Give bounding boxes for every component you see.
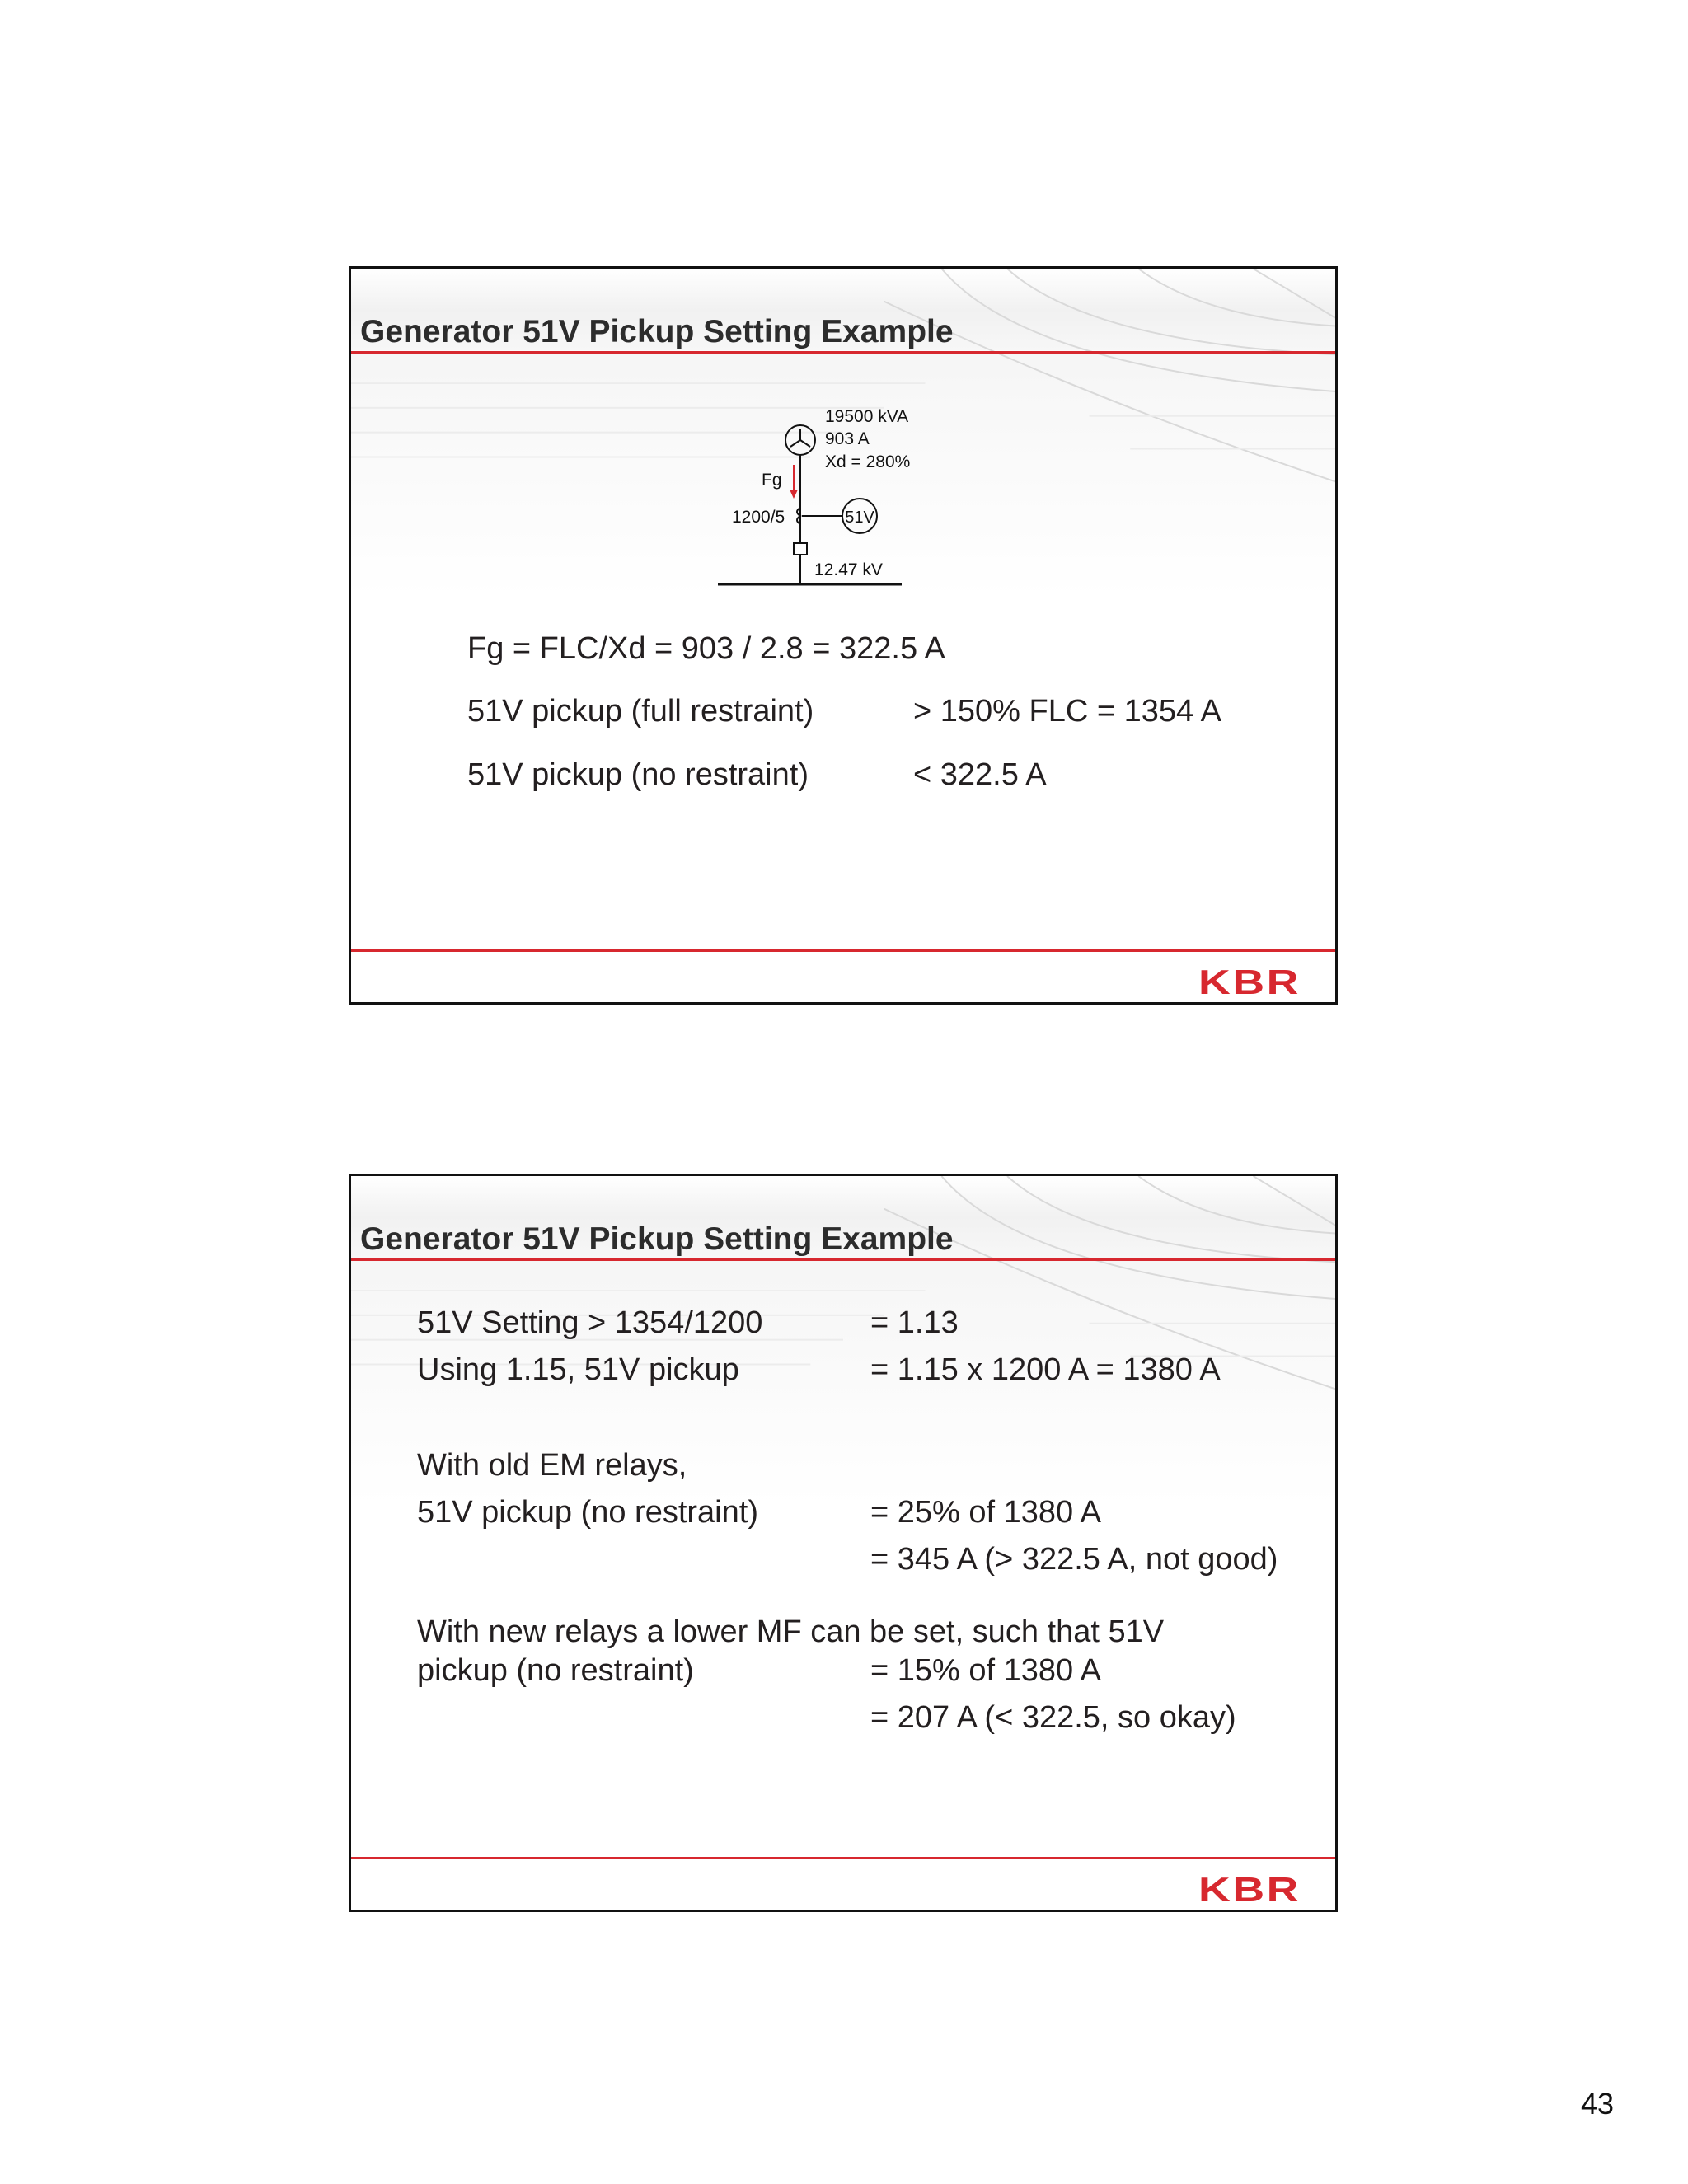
ct-ratio-label: 1200/5 xyxy=(732,508,785,527)
title-divider xyxy=(351,1258,1335,1261)
svg-text:KBR: KBR xyxy=(1198,965,1301,998)
fault-current-equation: Fg = FLC/Xd = 903 / 2.8 = 322.5 A xyxy=(467,631,945,666)
no-restraint-value: < 322.5 A xyxy=(913,757,1047,792)
old-no-restraint-value: = 25% of 1380 A xyxy=(870,1495,1101,1530)
fault-current-label: Fg xyxy=(762,471,782,490)
new-relays-text: With new relays a lower MF can be set, such that 51V xyxy=(417,1615,1165,1649)
slide-title: Generator 51V Pickup Setting Example xyxy=(360,314,954,349)
page-number: 43 xyxy=(1581,2087,1615,2121)
slide-title: Generator 51V Pickup Setting Example xyxy=(360,1221,954,1257)
relay-51v-label: 51V xyxy=(845,509,874,527)
breaker-symbol xyxy=(794,543,807,555)
no-restraint-label: 51V pickup (no restraint) xyxy=(467,757,809,792)
using-value: = 1.15 x 1200 A = 1380 A xyxy=(870,1352,1221,1387)
old-result-value: = 345 A (> 322.5 A, not good) xyxy=(870,1542,1278,1577)
setting-value: = 1.13 xyxy=(870,1305,959,1340)
footer-divider xyxy=(351,949,1335,952)
full-restraint-label: 51V pickup (full restraint) xyxy=(467,694,814,729)
fault-current-arrow xyxy=(790,465,798,499)
setting-label: 51V Setting > 1354/1200 xyxy=(417,1305,763,1340)
svg-text:KBR: KBR xyxy=(1198,1872,1301,1905)
full-restraint-value: > 150% FLC = 1354 A xyxy=(913,694,1221,729)
old-relays-heading: With old EM relays, xyxy=(417,1448,687,1483)
old-no-restraint-label: 51V pickup (no restraint) xyxy=(417,1495,758,1530)
generator-amps-label: 903 A xyxy=(825,429,870,448)
generator-xd-label: Xd = 280% xyxy=(825,452,911,471)
generator-kva-label: 19500 kVA xyxy=(825,407,909,426)
bus-voltage-label: 12.47 kV xyxy=(814,560,883,579)
new-result-value: = 207 A (< 322.5, so okay) xyxy=(870,1700,1236,1735)
new-no-restraint-value: = 15% of 1380 A xyxy=(870,1653,1101,1688)
slide-1 xyxy=(349,266,1338,1005)
kbr-logo xyxy=(1197,1872,1302,1905)
wye-symbol xyxy=(790,429,810,447)
footer-divider xyxy=(351,1857,1335,1859)
using-label: Using 1.15, 51V pickup xyxy=(417,1352,739,1387)
slide-2 xyxy=(349,1174,1338,1912)
new-no-restraint-label: pickup (no restraint) xyxy=(417,1653,694,1688)
kbr-logo xyxy=(1197,965,1302,998)
